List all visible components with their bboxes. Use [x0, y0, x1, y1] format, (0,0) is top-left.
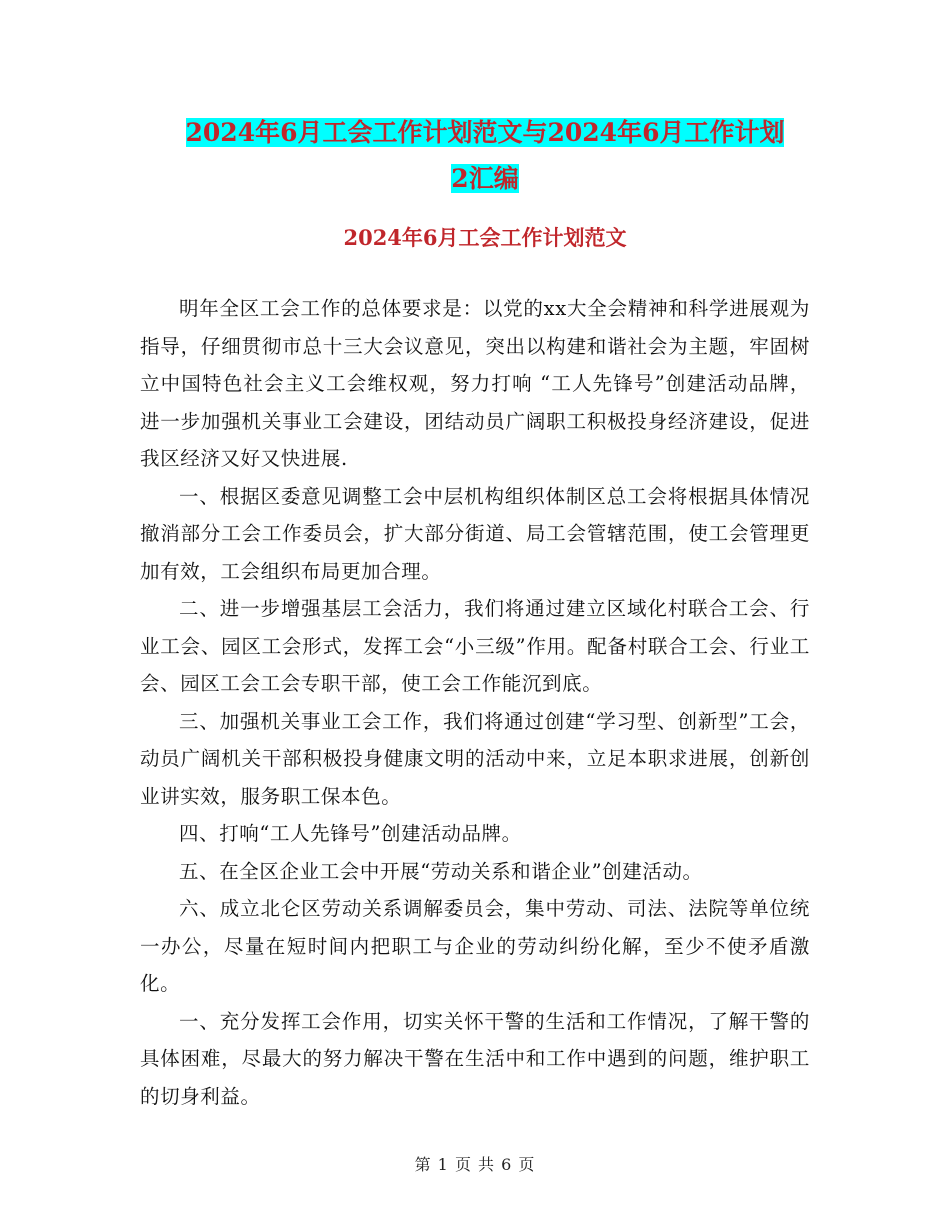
section-title: 2024年6月工会工作计划范文 [343, 225, 627, 250]
paragraph: 二、进一步增强基层工会活力，我们将通过建立区域化村联合工会、行业工会、园区工会形式，发挥工会“小三级”作用。配备村联合工会、行业工会、园区工会工会专职干部，使工会工作能沉到底。 [140, 597, 810, 695]
paragraph: 六、成立北仑区劳动关系调解委员会，集中劳动、司法、法院等单位统一办公，尽量在短时间内把职工与企业的劳动纠纷化解，至少不使矛盾激化。 [140, 897, 810, 995]
paragraph: 四、打响“工人先锋号”创建活动品牌。 [179, 822, 522, 845]
paragraph: 三、加强机关事业工会工作，我们将通过创建“学习型、创新型”工会，动员广阔机关干部积极投身健康文明的活动中来，立足本职求进展，创新创业讲实效，服务职工保本色。 [140, 709, 810, 808]
document-title-line1: 2024年6月工会工作计划范文与2024年6月工作计划 [185, 118, 785, 147]
document-body [140, 290, 810, 1115]
document-title-line2: 2汇编 [451, 164, 519, 193]
page-footer: 第 1 页 共 6 页 [414, 1155, 536, 1174]
paragraph: 一、充分发挥工会作用，切实关怀干警的生活和工作情况，了解干警的具体困难，尽最大的努力解决干警在生活中和工作中遇到的问题，维护职工的切身利益。 [140, 1009, 810, 1108]
paragraph: 一、根据区委意见调整工会中层机构组织体制区总工会将根据具体情况撤消部分工会工作委员会，扩大部分街道、局工会管辖范围，使工会管理更加有效，工会组织布局更加合理。 [140, 484, 810, 583]
paragraph: 五、在全区企业工会中开展“劳动关系和谐企业”创建活动。 [179, 859, 703, 883]
document-title [140, 110, 830, 202]
paragraph: 明年全区工会工作的总体要求是：以党的xx大全会精神和科学进展观为指导，仔细贯彻市总十三大会议意见，突出以构建和谐社会为主题，牢固树立中国特色社会主义工会维权观，努力打响 “工人先锋号”创建活动品牌，进一步加强机关事业工会建设，团结动员广阔职工积极投身经济建设，促进我区经济又好又快进展. [140, 297, 810, 470]
